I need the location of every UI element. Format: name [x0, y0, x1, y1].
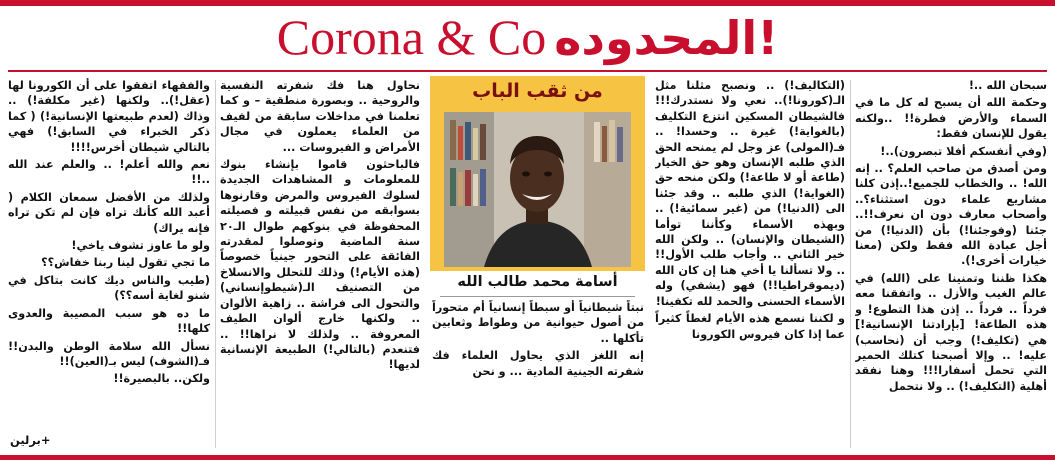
column-name: من ثقب الباب — [472, 80, 603, 102]
paragraph: (وفي أنفسكم أفلا تبصرون)..! — [880, 144, 1047, 158]
article-column-4 — [220, 78, 420, 448]
signature: +برلين — [10, 433, 51, 447]
article-column-3 — [432, 300, 644, 450]
paragraph: و لكننا نسمع هذه الأيام لغطاً كثيراً عما إذا كان فيروس الكورونا — [655, 312, 845, 341]
article-column-2 — [655, 78, 845, 448]
paragraph: ما ده هو سبب المصيبة والعدوى كلها!! — [8, 306, 210, 336]
paragraph: ولكن.. بالبصيرة!! — [113, 372, 210, 386]
paragraph: نبتاً شيطانياً أو سبطاً إنسانياً أم متحوراً من أصول حيوانية من وطواط وثعابين تأكلها .. — [432, 301, 644, 345]
paragraph: سبحان الله ..! — [968, 79, 1047, 92]
byline-box — [430, 76, 645, 271]
author-portrait-icon — [444, 112, 631, 267]
paragraph: هكذا ظننا وتمنينا على (الله) في عالم الغيب والأزل .. واتفقنا معه فرداً .. فرداً .. إذن هذا التطوع! و هذه الطاعة! [بإرادتنا الإنسانية!] هي (تكليف!) وجب أن (نحاسب) عليه! .. وإلا أصبحنا كتلك الحمير التي تحمل أسفارا!!! وهنا نفقد أهلية (التكليف!) .. ولا نتحمل — [855, 271, 1047, 393]
article-column-1 — [855, 78, 1047, 448]
top-red-rule — [0, 0, 1055, 6]
author-name: أسامة محمد طالب الله — [457, 274, 618, 290]
headline — [0, 8, 1055, 78]
paragraph: ولو ما عاوز تشوف ياخي! — [71, 239, 210, 253]
paragraph: إنه اللغز الذي يحاول العلماء فك شفرته الجينية المادية ... و نحن — [432, 349, 644, 378]
paragraph: نسأل الله سلامة الوطن والبدن!! فـ(الشوف) ليس بـ(العين)!! — [8, 339, 210, 368]
column-divider — [850, 80, 851, 448]
paragraph: ومن أصدق من صاحب العلم؟ .. إنه الله! .. والخطاب للجميع!..إذن كلنا مشاريع علماء دون استثناء؟.. وأصحاب معارف دون ان نعرف!!.. جئنا (وفوجئنا!) بأن (الدنيا!) من أجل عبادة الله فقط ولكن (معنا خيارات أخرى!). — [855, 162, 1047, 268]
paragraph: (طيب والناس ديك كانت بتاكل في شنو لغاية أسه؟؟) — [8, 273, 210, 303]
headline-arabic: المحدوده! — [554, 11, 779, 65]
title-rule — [8, 70, 1047, 72]
headline-latin: Corona & Co — [276, 9, 547, 65]
paragraph: ما تجي تقول لينا ربنا خفاش؟؟ — [41, 256, 210, 270]
paragraph: ولذلك من الأفضل سمعان الكلام ( أعبد الله كأنك تراه فإن لم تكن تراه فإنه يراك) — [8, 190, 210, 235]
paragraph: (التكاليف!) .. ونصبح مثلنا مثل الـ(كورونا!).. نعي ولا نستدرك!!! فالشيطان المسكين انتزع التكليف (بالغواية!) غيرة .. وحسدا! .. فـ(المولى) عز وجل لم يمنحه الحق الذي طلبه الإنسان وهو حق الخيار (طاعة أو لا طاعة!) ولكن منحه حق (الغواية!) الذي طلبه .. وقد جئنا الى (الدنيا!) من (غير سمائية!) .. وبهذه الأسماء وكأننا توأما (الشيطان والإنسان) .. ولكن الله خير الثاني .. وأجاب طلب الأول!! .. ولا تسألنا يا أخي هنا إن كان الله (ديموقراطيا!!) فهو (يشفي) وله الأسماء الحسنى والحمد لله تكفينا! — [655, 79, 845, 308]
paragraph: فالباحثون قاموا بإنشاء بنوك للمعلومات و المشاهدات الجديدة لسلوك الفيروس والمرض وقارنوها بسوابقه من نفس قبيلته و فصيلته المحفوظة في بنوكهم طوال الـ٢٠ سنة الماضية وتوصلوا لمقدرته الفائقة على التحور جينياً خصوصاً (هذه الأيام!) وذلك للتحلل والانسلاخ من التصنيف الـ(شيطوإنساني) والتحول الى فراشة .. زاهية الألوان .. ولكنها خارج ألوان الطيف المعروفة .. ولذلك لا نراها!! .. فتنعدم (بالتالي!) الطبيعة الإنسانية لديها! — [220, 158, 420, 372]
author-rule — [440, 296, 635, 297]
article-column-5 — [8, 78, 210, 448]
paragraph: وحكمة الله أن يسبح له كل ما في السماء والأرض فطرة!! ..ولكنه يقول للإنسان فقط: — [855, 96, 1047, 141]
bottom-red-rule — [0, 455, 1055, 460]
paragraph: والفقهاء اتفقوا على أن الكورونا لها (عقل!).. ولكنها (غير مكلفة!) .. وذاك (لعدم طبيعتها الإنسانية!) ( كما ذكر الخبراء في السابق!) فهي بالتالي شيطان أخرس!!!! — [8, 79, 210, 154]
paragraph: نحاول هنا فك شفرته النفسية والروحية .. وبصورة منطقية – و كما تعلمنا في مداخلات سابقة من لفيف من العلماء يعملون في مجال الأمراض و الفيروسات ... — [220, 79, 420, 154]
paragraph: نعم والله أعلم! .. والعلم عند الله ..!! — [8, 158, 210, 187]
column-divider — [215, 80, 216, 448]
author-photo — [444, 112, 631, 267]
